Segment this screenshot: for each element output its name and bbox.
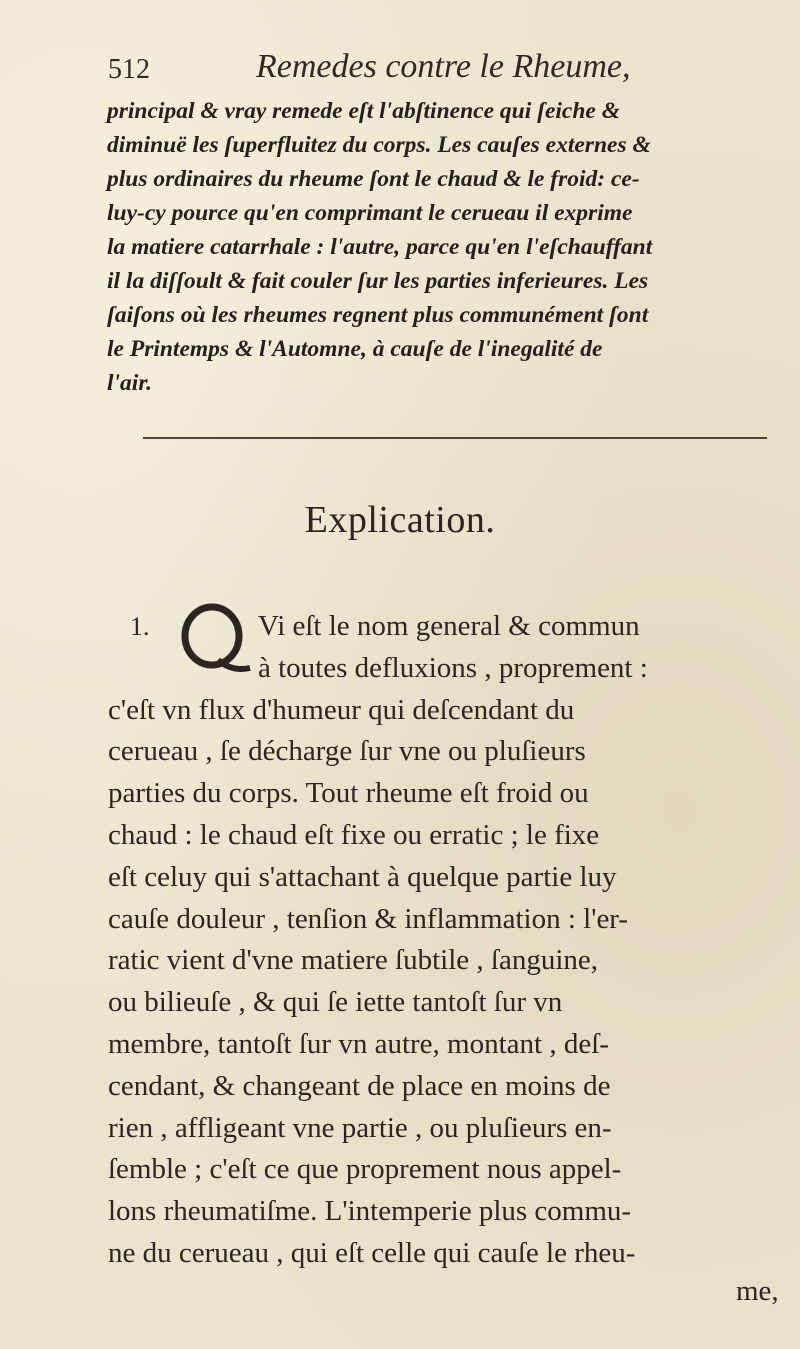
catchword: me,	[736, 1275, 779, 1307]
explication-line: cendant, & changeant de place en moins de	[108, 1069, 611, 1102]
explication-line: chaud : le chaud eſt fixe ou erratic ; le fixe	[108, 818, 600, 851]
intro-line: luy-cy pource qu'en comprimant le cerueau il exprime	[107, 200, 633, 226]
intro-line: le Printemps & l'Automne, à cauſe de l'inegalité de	[107, 336, 603, 362]
intro-line: il la diſſoult & fait couler ſur les parties inferieures. Les	[107, 268, 649, 294]
intro-line: diminuë les ſuperfluitez du corps. Les cauſes externes &	[107, 132, 651, 158]
intro-line: ſaiſons où les rheumes regnent plus communément ſont	[107, 302, 649, 328]
explication-line: cerueau , ſe décharge ſur vne ou pluſieurs	[108, 735, 586, 768]
section-title: Explication.	[304, 499, 496, 541]
page-number: 512	[108, 54, 150, 85]
intro-line: la matiere catarrhale : l'autre, parce qu'en l'eſchauffant	[107, 234, 653, 260]
page-header	[108, 48, 708, 92]
note-number: 1.	[130, 612, 150, 641]
explication-line: Vi eſt le nom general & commun	[258, 610, 640, 642]
explication-line: lons rheumatiſme. L'intemperie plus commu-	[108, 1195, 632, 1228]
explication-line: ou bilieuſe , & qui ſe iette tantoſt ſur vn	[108, 986, 563, 1019]
explication-line: eſt celuy qui s'attachant à quelque partie luy	[108, 860, 617, 893]
explication-line: à toutes defluxions , proprement :	[258, 651, 648, 684]
running-title: Remedes contre le Rheume,	[256, 48, 631, 85]
intro-line: plus ordinaires du rheume ſont le chaud & le froid: ce-	[107, 166, 640, 192]
explication-line: cauſe douleur , tenſion & inflammation : l'er-	[108, 902, 629, 935]
intro-paragraph	[107, 94, 797, 400]
explication-line: parties du corps. Tout rheume eſt froid ou	[108, 777, 589, 810]
explication-line: ſemble ; c'eſt ce que proprement nous appel-	[108, 1153, 622, 1186]
section-divider	[143, 437, 767, 439]
explication-line: ne du cerueau , qui eſt celle qui cauſe le rheu-	[108, 1236, 636, 1269]
explication-line: rien , affligeant vne partie , ou pluſieurs en-	[108, 1111, 612, 1144]
explication-line: ratic vient d'vne matiere ſubtile , ſanguine,	[108, 944, 598, 977]
explication-line: membre, tantoſt ſur vn autre, montant , deſ-	[108, 1027, 609, 1060]
intro-line: principal & vray remede eſt l'abſtinence qui ſeiche &	[107, 98, 620, 124]
intro-line: l'air.	[107, 370, 153, 396]
explication-paragraph	[108, 606, 792, 1275]
explication-line: c'eſt vn flux d'humeur qui deſcendant du	[108, 693, 575, 726]
